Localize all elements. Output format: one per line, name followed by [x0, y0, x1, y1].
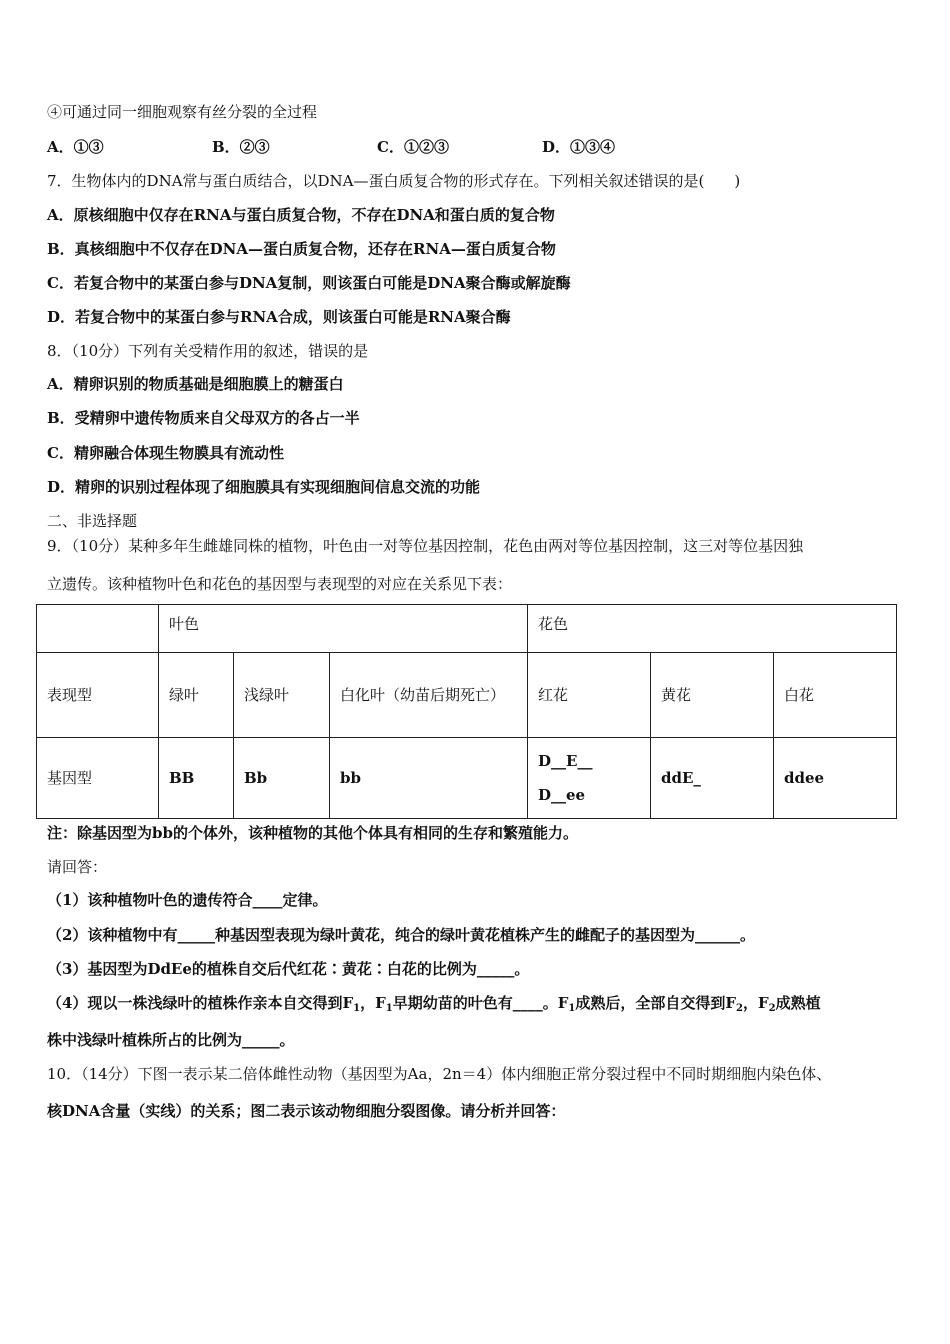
q7-option-d: D．若复合物中的某蛋白参与RNA合成，则该蛋白可能是RNA聚合酶 [47, 308, 511, 326]
q6-option-c: C．①②③ [377, 138, 449, 156]
cell-genotype-bb: bb [330, 738, 528, 819]
red-genotype-2: D__ee [538, 786, 586, 804]
q8-option-a: A．精卵识别的物质基础是细胞膜上的糖蛋白 [47, 375, 344, 393]
q9-sub-4-line2: 株中浅绿叶植株所占的比例为_____。 [47, 1031, 295, 1049]
section-heading: 二、非选择题 [47, 512, 138, 530]
q6-item-4: ④可通过同一细胞观察有丝分裂的全过程 [47, 103, 318, 121]
q8-stem: 8．（10分）下列有关受精作用的叙述，错误的是 [47, 342, 369, 360]
table-row [37, 653, 897, 738]
cell-green-leaf: 绿叶 [159, 653, 234, 738]
q9-sub-3: （3）基因型为DdEe的植株自交后代红花∶黄花∶白花的比例为_____。 [47, 960, 530, 978]
cell-genotype-BB: BB [159, 738, 234, 819]
q7-option-a: A．原核细胞中仅存在RNA与蛋白质复合物，不存在DNA和蛋白质的复合物 [47, 206, 555, 224]
cell-genotype-yellow: ddE_ [651, 738, 774, 819]
s4-part-c: 早期幼苗的叶色有____。F [392, 994, 569, 1012]
cell-albino-leaf: 白化叶（幼苗后期死亡） [330, 653, 528, 738]
q10-stem-line2: 核DNA含量（实线）的关系；图二表示该动物细胞分裂图像。请分析并回答： [47, 1102, 566, 1120]
header-leaf-color: 叶色 [159, 605, 528, 653]
q9-sub-1: （1）该种植物叶色的遗传符合____定律。 [47, 891, 328, 909]
q8-option-b: B．受精卵中遗传物质来自父母双方的各占一半 [47, 409, 360, 427]
q6-option-d: D．①③④ [542, 138, 616, 156]
q9-sub-4-line1 [47, 993, 821, 1019]
s4-part-b: ，F [360, 994, 386, 1012]
s4-part-a: （4）现以一株浅绿叶的植株作亲本自交得到F [47, 994, 354, 1012]
row-label-genotype: 基因型 [37, 738, 159, 819]
subscript: 2 [735, 1003, 743, 1014]
table-cell-empty [37, 605, 159, 653]
s4-part-e: ，F [742, 994, 769, 1012]
red-genotype-1: D__E__ [538, 752, 593, 770]
table-row [37, 605, 897, 653]
genotype-phenotype-table [36, 604, 897, 819]
subscript: 1 [385, 1003, 393, 1014]
cell-white-flower: 白花 [774, 653, 897, 738]
s4-part-f: 成熟植 [775, 994, 821, 1012]
subscript: 2 [768, 1003, 776, 1014]
q10-stem-line1: 10．（14分）下图一表示某二倍体雌性动物（基因型为Aa，2n＝4）体内细胞正常分裂过程中不同时期细胞内染色体、 [47, 1065, 832, 1083]
cell-genotype-red [528, 738, 651, 819]
cell-yellow-flower: 黄花 [651, 653, 774, 738]
q9-stem-line2: 立遗传。该种植物叶色和花色的基因型与表现型的对应在关系见下表： [47, 575, 513, 593]
subscript: 1 [353, 1003, 361, 1014]
header-flower-color: 花色 [528, 605, 897, 653]
subscript: 1 [568, 1003, 576, 1014]
s4-part-d: 成熟后，全部自交得到F [575, 994, 736, 1012]
cell-light-green-leaf: 浅绿叶 [234, 653, 330, 738]
please-answer: 请回答： [47, 858, 108, 876]
q7-stem: 7．生物体内的DNA常与蛋白质结合，以DNA—蛋白质复合物的形式存在。下列相关叙述错误的是( ) [47, 172, 741, 190]
row-label-phenotype: 表现型 [37, 653, 159, 738]
cell-red-flower: 红花 [528, 653, 651, 738]
q7-option-b: B．真核细胞中不仅存在DNA—蛋白质复合物，还存在RNA—蛋白质复合物 [47, 240, 556, 258]
q8-option-d: D．精卵的识别过程体现了细胞膜具有实现细胞间信息交流的功能 [47, 478, 481, 496]
table-row [37, 738, 897, 819]
q8-option-c: C．精卵融合体现生物膜具有流动性 [47, 444, 284, 462]
q6-option-a: A．①③ [47, 138, 104, 156]
q9-stem-line1: 9．（10分）某种多年生雌雄同株的植物，叶色由一对等位基因控制，花色由两对等位基因控制，这三对等位基因独 [47, 537, 804, 555]
cell-genotype-white: ddee [774, 738, 897, 819]
table-note: 注：除基因型为bb的个体外，该种植物的其他个体具有相同的生存和繁殖能力。 [47, 824, 578, 842]
q6-option-b: B．②③ [212, 138, 270, 156]
q7-option-c: C．若复合物中的某蛋白参与DNA复制，则该蛋白可能是DNA聚合酶或解旋酶 [47, 274, 571, 292]
cell-genotype-Bb: Bb [234, 738, 330, 819]
q9-sub-2: （2）该种植物中有_____种基因型表现为绿叶黄花，纯合的绿叶黄花植株产生的雌配子的基因型为______。 [47, 926, 755, 944]
